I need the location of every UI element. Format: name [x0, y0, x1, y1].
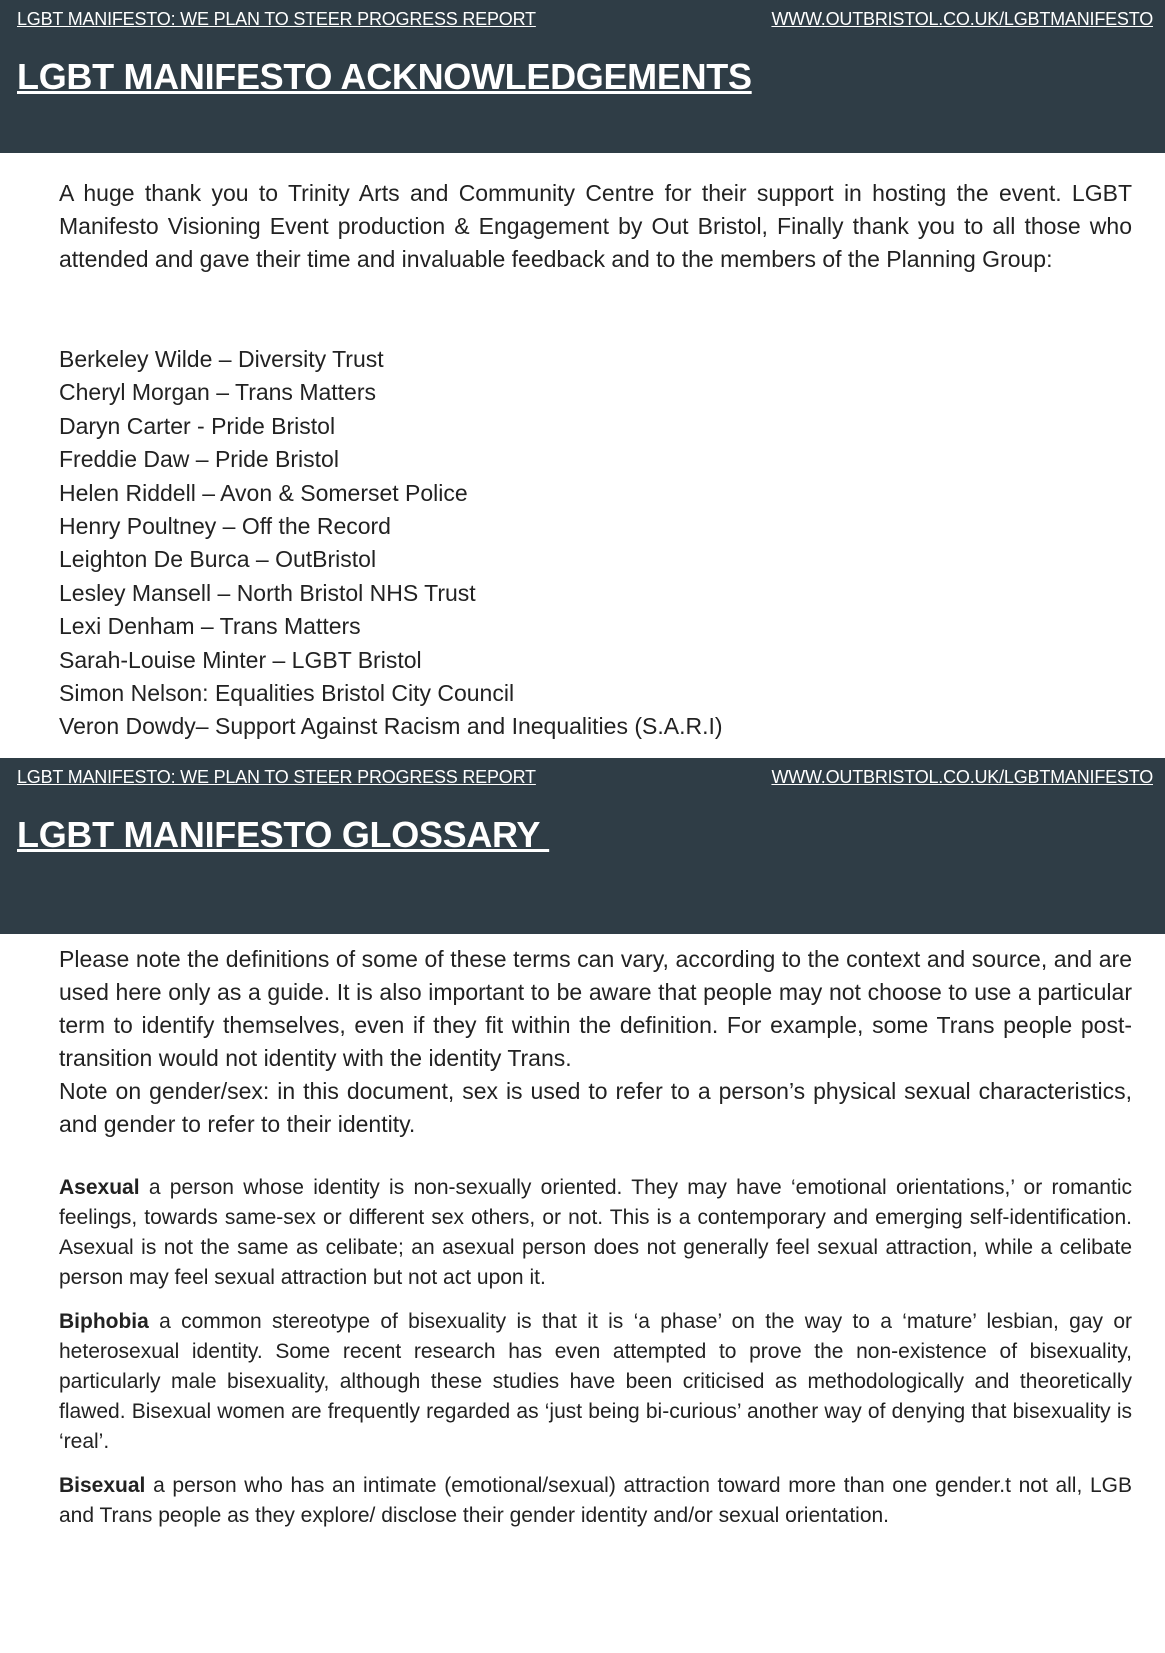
- planning-group-member: Lexi Denham – Trans Matters: [59, 613, 361, 640]
- website-link[interactable]: WWW.OUTBRISTOL.CO.UK/LGBTMANIFESTO: [771, 9, 1153, 29]
- glossary-header-band: [0, 758, 1165, 934]
- acknowledgements-intro: A huge thank you to Trinity Arts and Community Centre for their support in hosting the event. LGBT Manifesto Visioning Event production & Engagement by Out Bristol, Finally thank you to all those who attended and gave their time and invaluable feedback and to the members of the Planning Group:: [59, 180, 1132, 272]
- glossary-definition: a person whose identity is non-sexually oriented. They may have ‘emotional orientations,’ or romantic feelings, towards same-sex or different sex others, or not. This is a contemporary and emerging self-identification. Asexual is not the same as celibate; an asexual person does not generally feel sexual attraction, while a celibate person may feel sexual attraction but not act upon it.: [59, 1176, 1132, 1289]
- planning-group-member: Henry Poultney – Off the Record: [59, 513, 391, 540]
- planning-group-member: Helen Riddell – Avon & Somerset Police: [59, 479, 468, 506]
- website-link[interactable]: WWW.OUTBRISTOL.CO.UK/LGBTMANIFESTO: [771, 767, 1153, 787]
- glossary-definition: a person who has an intimate (emotional/sexual) attraction toward more than one gender.t not all, LGB and Trans people as they explore/ disclose their gender identity and/or sexual orientation.: [59, 1474, 1132, 1527]
- planning-group-member: Veron Dowdy– Support Against Racism and Inequalities (S.A.R.I): [59, 713, 723, 740]
- glossary-entry: [59, 1307, 1132, 1457]
- glossary-note-paragraph: Note on gender/sex: in this document, sex is used to refer to a person’s physical sexual characteristics, and gender to refer to their identity.: [59, 1078, 1132, 1137]
- planning-group-member: Cheryl Morgan – Trans Matters: [59, 379, 377, 406]
- planning-group-member: Simon Nelson: Equalities Bristol City Council: [59, 680, 515, 707]
- planning-group-member: Leighton De Burca – OutBristol: [59, 546, 377, 573]
- planning-group-member: Daryn Carter - Pride Bristol: [59, 412, 336, 439]
- glossary-terms: [59, 1173, 1132, 1545]
- glossary-intro: [59, 943, 1132, 1141]
- planning-group-list: [59, 343, 723, 744]
- glossary-term: Asexual: [59, 1176, 140, 1199]
- planning-group-member: Sarah-Louise Minter – LGBT Bristol: [59, 646, 422, 673]
- acknowledgements-title: LGBT MANIFESTO ACKNOWLEDGEMENTS: [17, 56, 752, 97]
- glossary-intro-paragraph: Please note the definitions of some of these terms can vary, according to the context and source, and are used here only as a guide. It is also important to be aware that people may not choose to use a particular term to identify themselves, even if they fit within the definition. For example, some Trans people post-transition would not identity with the identity Trans.: [59, 946, 1132, 1071]
- acknowledgements-header-band: [0, 0, 1165, 153]
- glossary-entry: [59, 1173, 1132, 1293]
- report-title: LGBT MANIFESTO: WE PLAN TO STEER PROGRESS REPORT: [17, 9, 536, 29]
- planning-group-member: Freddie Daw – Pride Bristol: [59, 446, 339, 473]
- glossary-term: Bisexual: [59, 1474, 146, 1497]
- report-title: LGBT MANIFESTO: WE PLAN TO STEER PROGRESS REPORT: [17, 767, 536, 787]
- glossary-entry: [59, 1471, 1132, 1531]
- glossary-title: LGBT MANIFESTO GLOSSARY: [17, 814, 550, 855]
- planning-group-member: Lesley Mansell – North Bristol NHS Trust: [59, 579, 476, 606]
- planning-group-member: Berkeley Wilde – Diversity Trust: [59, 346, 384, 372]
- glossary-term: Biphobia: [59, 1310, 149, 1333]
- glossary-definition: a common stereotype of bisexuality is that it is ‘a phase’ on the way to a ‘mature’ lesbian, gay or heterosexual identity. Some recent research has even attempted to prove the non-existence of bisexuality, particularly male bisexuality, although these studies have been criticised as methodologically and theoretically flawed. Bisexual women are frequently regarded as ‘just being bi-curious’ another way of denying that bisexuality is ‘real’.: [59, 1310, 1132, 1453]
